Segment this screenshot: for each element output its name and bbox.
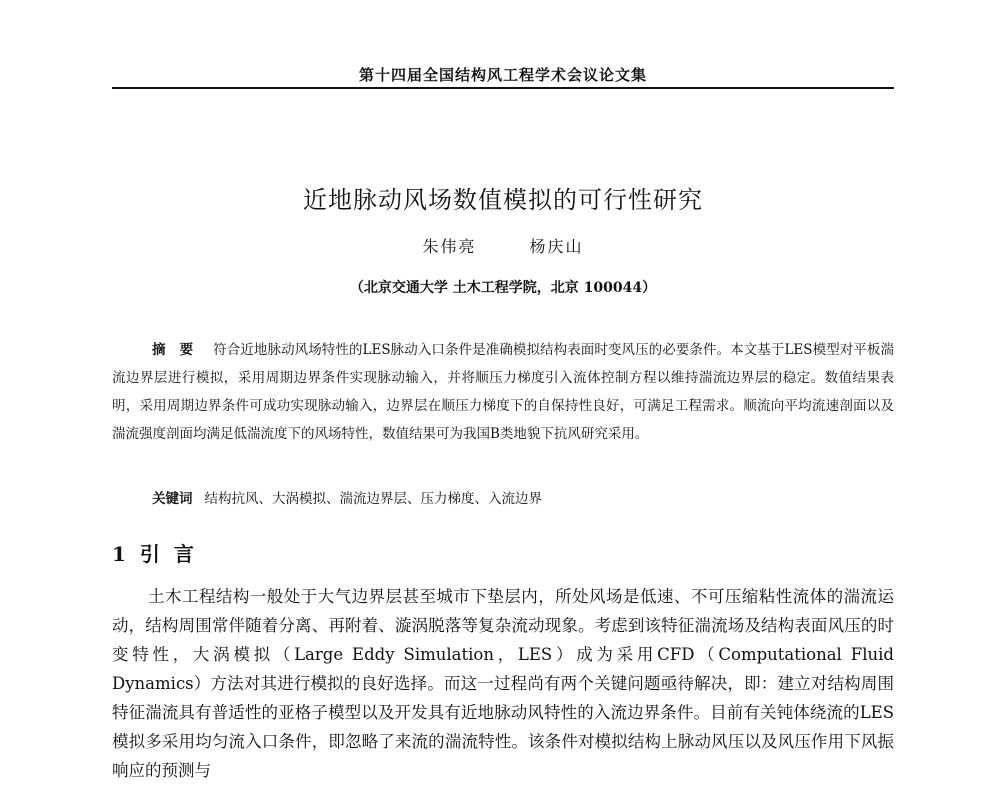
keywords	[112, 487, 894, 507]
author-name: 杨庆山	[529, 237, 584, 256]
keywords-text: 结构抗风、大涡模拟、湍流边界层、压力梯度、入流边界	[204, 491, 542, 507]
section-heading	[112, 538, 208, 567]
affiliation: （北京交通大学 土木工程学院，北京 100044）	[349, 280, 657, 296]
header-rule	[112, 87, 894, 89]
section-number: 1	[112, 542, 126, 566]
section-title: 引言	[139, 542, 208, 566]
abstract-text: 符合近地脉动风场特性的LES脉动入口条件是准确模拟结构表面时变风压的必要条件。本文基于LES模型对平板湍流边界层进行模拟，采用周期边界条件实现脉动输入，并将顺压力梯度引入流体控制方程以维持湍流边界层的稳定。数值结果表明，采用周期边界条件可成功实现脉动输入，边界层在顺压力梯度下的自保持性良好，可满足工程需求。顺流向平均流速剖面以及湍流强度剖面均满足低湍流度下的风场特性，数值结果可为我国B类地貌下抗风研究采用。	[112, 342, 895, 442]
abstract-label: 摘要	[152, 342, 208, 358]
author-list	[112, 234, 894, 257]
abstract	[112, 336, 894, 448]
author-name: 朱伟亮	[422, 237, 477, 256]
paper-title: 近地脉动风场数值模拟的可行性研究	[303, 186, 703, 214]
running-header: 第十四届全国结构风工程学术会议论文集	[358, 66, 647, 84]
keywords-label: 关键词	[152, 491, 193, 507]
body-paragraph: 土木工程结构一般处于大气边界层甚至城市下垫层内，所处风场是低速、不可压缩粘性流体的湍流运动，结构周围常伴随着分离、再附着、漩涡脱落等复杂流动现象。考虑到该特征湍流场及结构表面风压的时变特性，大涡模拟（Large Eddy Simulation，LES）成为采用CFD（Computational Fluid Dynamics）方法对其进行模拟的良好选择。而这一过程尚有两个关键问题亟待解决，即：建立对结构周围特征湍流具有普适性的亚格子模型以及开发具有近地脉动风特性的入流边界条件。目前有关钝体绕流的LES模拟多采用均匀流入口条件，即忽略了来流的湍流特性。该条件对模拟结构上脉动风压以及风压作用下风振响应的预测与	[112, 587, 894, 780]
